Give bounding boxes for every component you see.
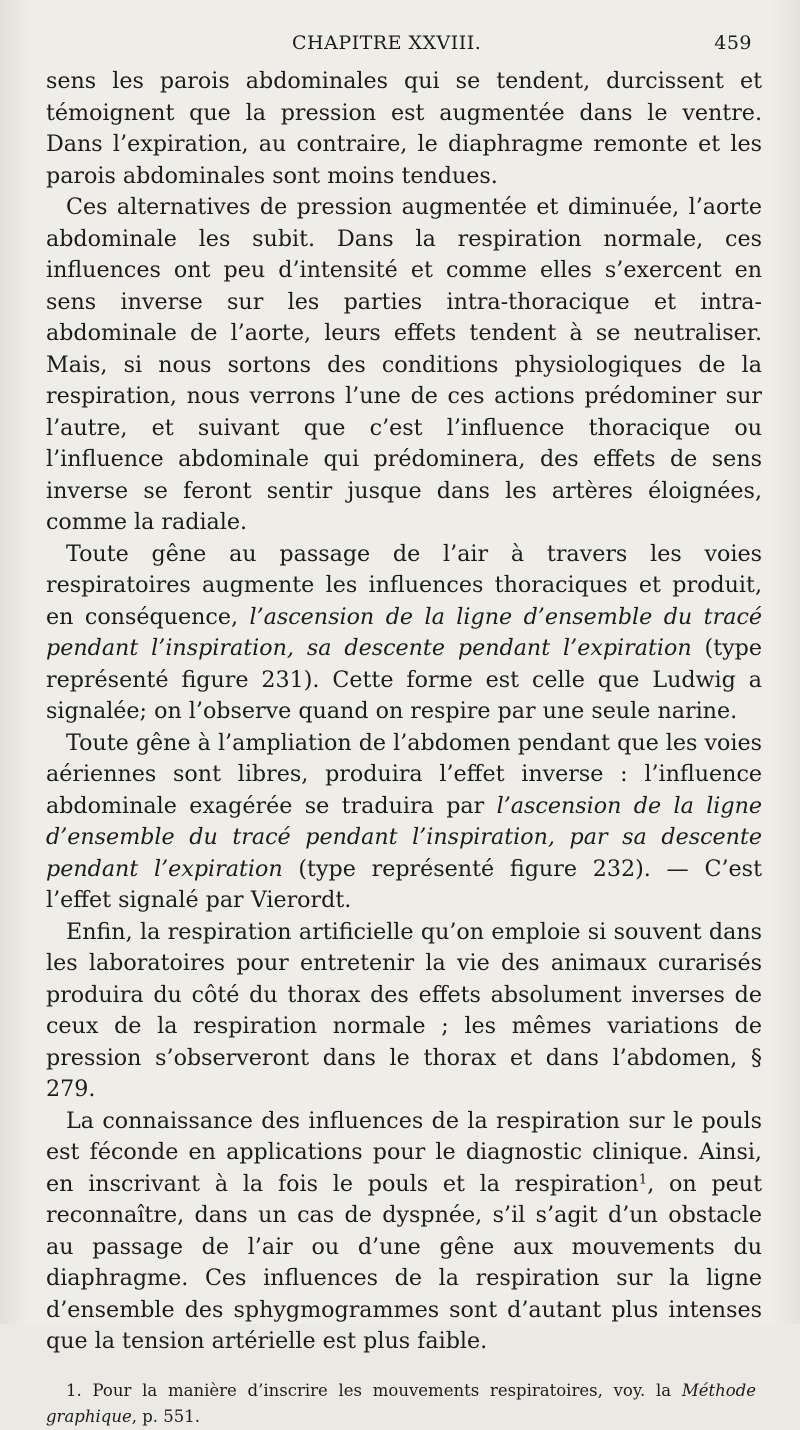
italic-text: l’ascension de la ligne d’ensemble du tracé pendant l’inspiration, sa descente pendant l’expiration <box>46 603 762 661</box>
text-run: Toute gêne au passage de l’air à travers les voies respiratoires augmente les influences thoraciques et produit, en conséquence, <box>46 540 762 630</box>
paragraph <box>46 192 762 539</box>
text-run: (type représenté figure 232). — C’est l’effet signalé par Vierordt. <box>46 855 762 913</box>
running-head <box>46 30 762 64</box>
body-text <box>46 66 762 1358</box>
paragraph <box>46 917 762 1106</box>
text-run: La connaissance des influences de la respiration sur le pouls est féconde en applications pour le diagnostic clinique. Ainsi, en inscrivant à la fois le pouls et la respiration <box>46 1107 762 1197</box>
footnote <box>46 1378 762 1430</box>
text-run: Toute gêne à l’ampliation de l’abdomen pendant que les voies aériennes sont libres, produira l’effet inverse : l’influence abdominale exagérée se traduira par <box>46 729 762 819</box>
paragraph <box>46 1106 762 1358</box>
footnote-separator <box>46 1358 762 1374</box>
text-run: , p. 551. <box>131 1406 200 1426</box>
text-run: sens les parois abdominales qui se tendent, durcissent et témoignent que la pression est augmentée dans le ventre. Dans l’expiration, au contraire, le diaphragme remonte et les parois abdominales sont moins tendues. <box>46 68 762 189</box>
page-number: 459 <box>714 32 752 54</box>
paragraph <box>46 728 762 917</box>
footnote-reference: 1 <box>638 1172 648 1188</box>
text-run: Enfin, la respiration artificielle qu’on emploie si souvent dans les laboratoires pour entretenir la vie des animaux curarisés produira du côté du thorax des effets absolument inverses de ceux de la respiration normale ; les mêmes variations de pression s’observeront dans le thorax et dans l’abdomen, § 279. <box>46 918 762 1102</box>
paragraph <box>46 66 762 192</box>
text-run: (type représenté figure 231). Cette forme est celle que Ludwig a signalée; on l’observe quand on respire par une seule narine. <box>46 635 762 724</box>
chapter-heading: CHAPITRE XXVIII. <box>292 32 482 54</box>
paragraph <box>46 539 762 728</box>
italic-text: Méthode graphique <box>46 1380 756 1426</box>
text-run: 1. Pour la manière d’inscrire les mouvements respiratoires, voy. la <box>66 1380 682 1400</box>
text-run: , on peut reconnaître, dans un cas de dyspnée, s’il s’agit d’un obstacle au passage de l’air ou d’une gêne aux mouvements du diaphragme. Ces influences de la respiration sur la ligne d’ensemble des sphygmogrammes sont d’autant plus intenses que la tension artérielle est plus faible. <box>46 1170 762 1354</box>
italic-text: l’ascension de la ligne d’ensemble du tracé pendant l’inspiration, par sa descente pendant l’expiration <box>46 792 763 882</box>
text-run: Ces alternatives de pression augmentée et diminuée, l’aorte abdominale les subit. Dans la respiration normale, ces influences ont peu d’intensité et comme elles s’exercent en sens inverse sur les parties intra-thoracique et intra-abdominale de l’aorte, leurs effets tendent à se neutraliser. Mais, si nous sortons des conditions physiologiques de la respiration, nous verrons l’une de ces actions prédominer sur l’autre, et suivant que c’est l’influence thoracique ou l’influence abdominale qui prédominera, des effets de sens inverse se feront sentir jusque dans les artères éloignées, comme la radiale. <box>46 194 762 535</box>
